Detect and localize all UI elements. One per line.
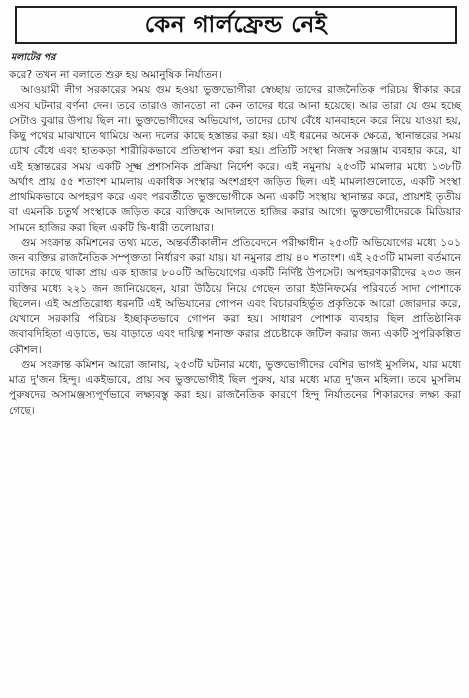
headline: কেন গার্লফ্রেন্ড নেই <box>144 11 328 38</box>
paragraph-4: গুম সংক্রান্ত কমিশন আরো জানায়, ২৫৩টি ঘটনার মধ্যে, ভুক্তভোগীদের বেশির ভাগই মুসলিম, যার মধ্যে মাত্র দু'জন হিন্দু। একইভাবে, প্রায় সব ভুক্তভোগীই ছিল পুরুষ, যার মধ্যে মাত্র দু'জন মহিলা। তবে মুসলিম পুরুষদের অসামঞ্জস্যপূর্ণভাবে লক্ষ্যবস্তু করা হয়। রাজনৈতিক কারণে হিন্দু নির্যাতনের শিকারদের লক্ষ্য করা গেছে। <box>9 358 461 417</box>
paragraph-1: করে? তখন না বলাতে শুরু হয় অমানুষিক নির্যাতন। <box>9 69 222 81</box>
article-body <box>9 68 461 419</box>
headline-box <box>15 6 457 44</box>
continued-from-label: মলাটের পর <box>11 52 56 63</box>
paragraph-3: গুম সংক্রান্ত কমিশনের তথ্য মতে, অন্তর্বর্তীকালীন প্রতিবেদনে পরীক্ষাধীন ২৫৩টি অভিযোগের মধ্যে ১০১ জন ব্যক্তির রাজনৈতিক সম্পৃক্ততা নির্ধারণ করা যায়। যা নমুনার প্রায় ৪০ শতাংশ। এই ২৫৩টি মামলা বর্তমানে তাদের কাছে থাকা প্রায় এক হাজার ৮০০টি অভিযোগের একটি নির্দিষ্ট উপসেট। অপহরণকারীদের ২৩৩ জন ব্যক্তির মধ্যে ২২১ জন জানিয়েছেন, যারা উঠিয়ে নিয়ে গেছেন তারা ইউনিফর্মের পরিবর্তে সাদা পোশাকে ছিলেন। এই অপ্রতিরোধ্য ধরনটি এই অভিযানের গোপন এবং বিচারবহির্ভূত প্রকৃতিকে আরো জোরদার করে, যেখানে সরকারি পরিচয় ইচ্ছাকৃতভাবে গোপন করা হয়। সাধারণ পোশাক ব্যবহার ছিল প্রাতিষ্ঠানিক জবাবদিহিতা এড়াতে, ভয় বাড়াতে এবং দায়িত্ব শনাক্ত করার প্রচেষ্টাকে জটিল করার জন্য একটি সুপরিকল্পিত কৌশল। <box>9 236 462 356</box>
paragraph-2: আওয়ামী লীগ সরকারের সময় গুম হওয়া ভুক্তভোগীরা স্বেচ্ছায় তাদের রাজনৈতিক পরিচয় স্বীকার করে এসব ঘটনার বর্ণনা দেন। তবে তারাও জানতো না কেন তাদের ধরে আনা হয়েছে। আর তারা যে গুম হচ্ছে সেটাও বুঝার উপায় ছিল না। ভুক্তভোগীদের অভিযোগ, তাদের চোখ বেঁধে যানবাহনে করে নিয়ে যাওয়া হয়, কিছু পথের মাঝখানে থামিয়ে অন্য দলের কাছে হস্তান্তর করা হয়। এই ধরনের অনেক ক্ষেত্রে, স্থানান্তরের সময় চোখ বেঁধে এবং হাতকড়া শারীরিকভাবে প্রতিস্থাপন করা হয়। প্রতিটি সংস্থা নিজস্ব সরঞ্জাম ব্যবহার করে, যা এই হস্তান্তরের সময় একটি সূক্ষ্ম প্রশাসনিক প্রক্রিয়া নির্দেশ করে। এই নমুনায় ২৫৩টি মামলার মধ্যে ১৩৮টি অর্থাৎ প্রায় ৫৫ শতাংশ মামলায় একাধিক সংস্থার অংশগ্রহণ জড়িত ছিল। এই মামলাগুলোতে, একটি সংস্থা প্রাথমিকভাবে অপহরণ করে এবং পরবর্তীতে ভুক্তভোগীকে অন্য একটি সংস্থায় স্থানান্তর করে, প্রায়শই তৃতীয় বা এমনকি চতুর্থ সংস্থাকে জড়িত করে ব্যক্তিকে আদালতে হাজির করার আগে। ভুক্তভোগীদেরকে মিডিয়ার সামনে হাজির করা ছিল একটি দ্বি-ধারী তলোয়ার। <box>9 84 461 234</box>
